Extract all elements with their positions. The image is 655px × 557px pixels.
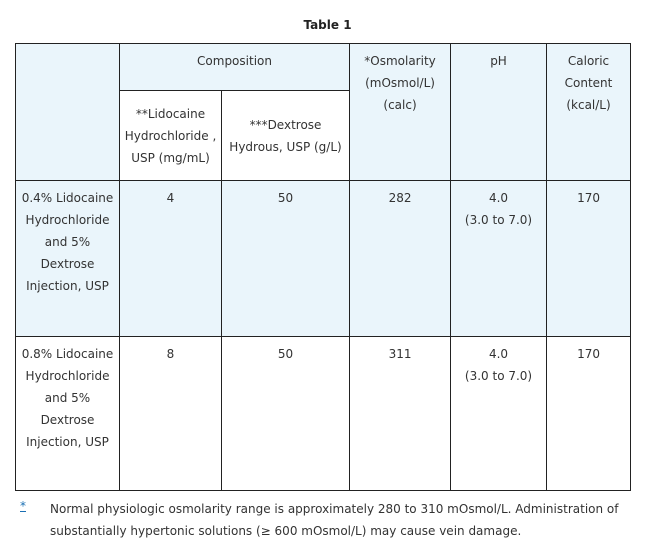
row-osmolarity-value: 282 — [350, 181, 451, 337]
row-lidocaine-value: 4 — [120, 181, 222, 337]
row-caloric-value: 170 — [547, 181, 631, 337]
ph-value: 4.0 — [488, 347, 509, 361]
ph-range: (3.0 to 7.0) — [464, 213, 533, 227]
header-osmolarity: *Osmolarity (mOsmol/L) (calc) — [350, 44, 451, 181]
header-dextrose: ***Dextrose Hydrous, USP (g/L) — [222, 91, 350, 181]
row-product-name: 0.4% Lidocaine Hydrochloride and 5% Dextrose Injection, USP — [16, 181, 120, 337]
row-dextrose-value: 50 — [222, 337, 350, 491]
header-ph: pH — [451, 44, 547, 181]
composition-table — [15, 43, 631, 491]
row-lidocaine-value: 8 — [120, 337, 222, 491]
header-caloric-content: Caloric Content (kcal/L) — [547, 44, 631, 181]
table-row — [16, 181, 631, 337]
row-dextrose-value: 50 — [222, 181, 350, 337]
header-lidocaine: **Lidocaine Hydrochloride , USP (mg/mL) — [120, 91, 222, 181]
ph-value: 4.0 — [488, 191, 509, 205]
header-empty-cell — [16, 44, 120, 181]
row-osmolarity-value: 311 — [350, 337, 451, 491]
table-caption: Table 1 — [303, 18, 352, 32]
row-ph-value — [451, 337, 547, 491]
footnote-text: Normal physiologic osmolarity range is approximately 280 to 310 mOsmol/L. Administration of substantially hypertonic solutions (≥ 600 mOsmol/L) may cause vein damage. — [50, 502, 619, 538]
header-composition: Composition — [120, 44, 350, 91]
table-row — [16, 337, 631, 491]
footnote-link[interactable]: * — [20, 499, 26, 513]
row-caloric-value: 170 — [547, 337, 631, 491]
row-ph-value — [451, 181, 547, 337]
row-product-name: 0.8% Lidocaine Hydrochloride and 5% Dextrose Injection, USP — [16, 337, 120, 491]
ph-range: (3.0 to 7.0) — [464, 369, 533, 383]
